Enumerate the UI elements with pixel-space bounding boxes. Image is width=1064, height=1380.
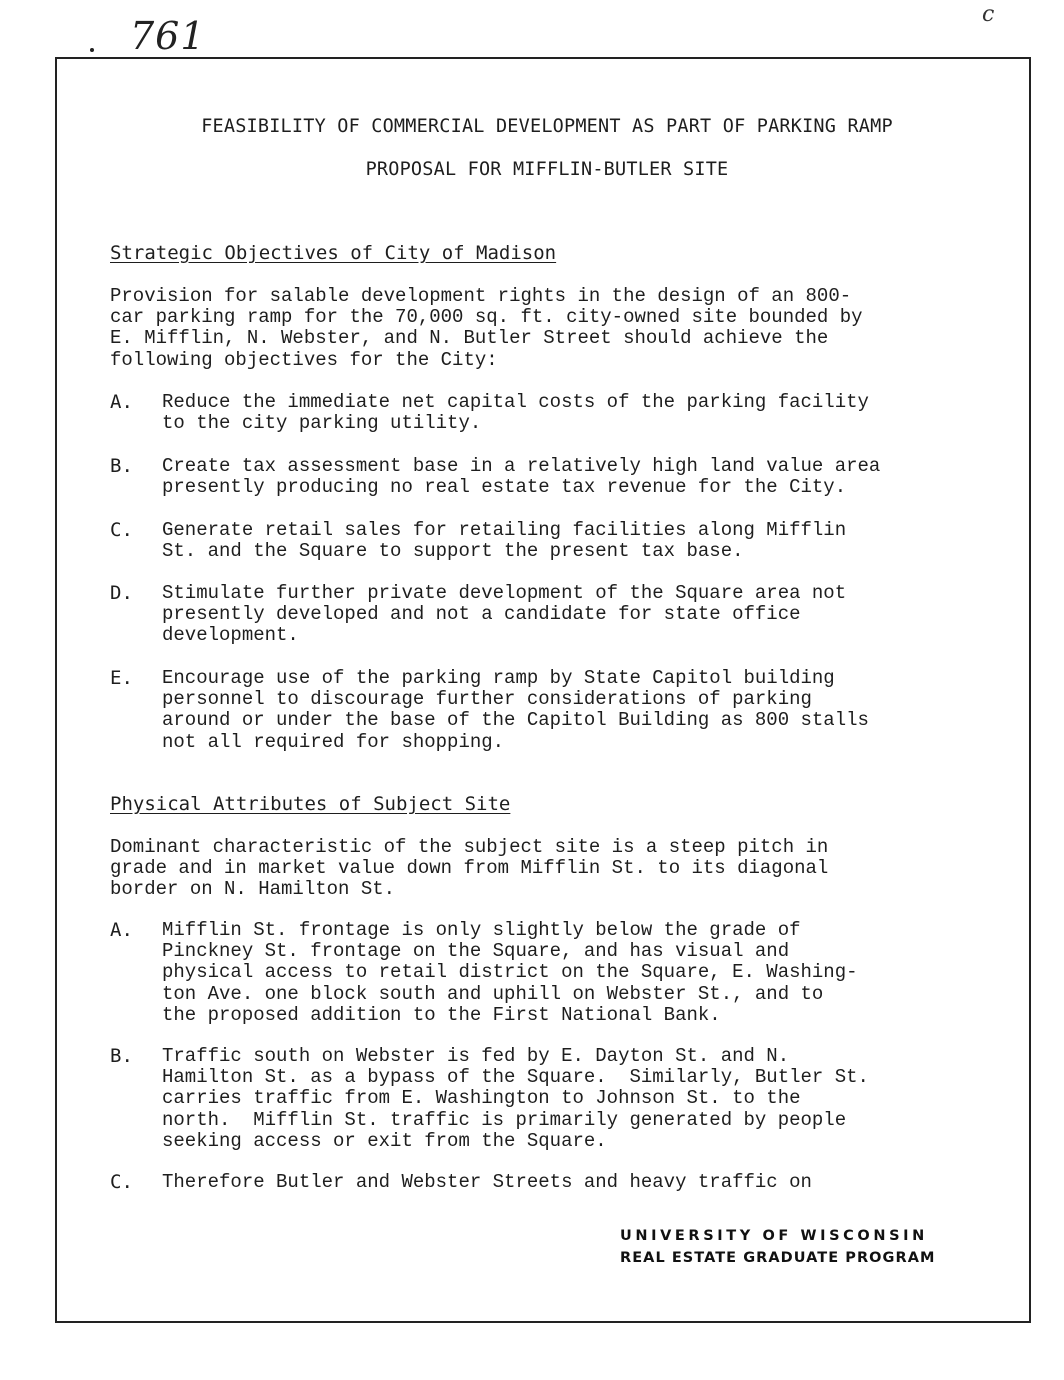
list-item-letter: A.	[110, 919, 133, 941]
list-item-text: Encourage use of the parking ramp by State Capitol building personnel to discourage further considerations of parking around or under the base of the Capitol Building as 800 stalls not all required for shopping.	[162, 667, 869, 753]
section-intro-paragraph: Dominant characteristic of the subject site is a steep pitch in grade and in market value down from Mifflin St. to its diagonal border on N. Hamilton St.	[110, 836, 829, 901]
list-item-letter: D.	[110, 582, 133, 604]
list-item-text: Mifflin St. frontage is only slightly below the grade of Pinckney St. frontage on the Square, and has visual and physical access to retail district on the Square, E. Washing- ton Ave. one block south and uphill on Webster St., and to the proposed addition to the First National Bank.	[162, 919, 858, 1026]
list-item-letter: B.	[110, 1045, 133, 1067]
list-item-letter: C.	[110, 519, 133, 541]
section-heading-physical-attributes: Physical Attributes of Subject Site	[110, 793, 511, 815]
handwritten-page-number: 761	[130, 14, 206, 58]
list-item-letter: B.	[110, 455, 133, 477]
list-item-letter: E.	[110, 667, 133, 689]
list-item-text: Stimulate further private development of the Square area not presently developed and not a candidate for state office development.	[162, 582, 847, 647]
document-title-line-2: PROPOSAL FOR MIFFLIN-BUTLER SITE	[365, 159, 729, 180]
handwritten-corner-mark: c	[982, 2, 995, 27]
section-intro-paragraph: Provision for salable development rights in the design of an 800- car parking ramp for the 70,000 sq. ft. city-owned site bounded by E. Mifflin, N. Webster, and N. Butler Street should achieve the following objectives for the City:	[110, 285, 863, 371]
document-title-line-1: FEASIBILITY OF COMMERCIAL DEVELOPMENT AS PART OF PARKING RAMP	[201, 116, 893, 137]
footer-university: UNIVERSITY OF WISCONSIN	[620, 1228, 928, 1244]
list-item-letter: A.	[110, 391, 133, 413]
list-item-text: Therefore Butler and Webster Streets and heavy traffic on	[162, 1171, 812, 1193]
footer-program: REAL ESTATE GRADUATE PROGRAM	[620, 1250, 936, 1266]
list-item-letter: C.	[110, 1171, 133, 1193]
handwritten-dot	[90, 48, 94, 52]
section-heading-strategic-objectives: Strategic Objectives of City of Madison	[110, 242, 557, 264]
list-item-text: Reduce the immediate net capital costs of the parking facility to the city parking utility.	[162, 391, 869, 435]
list-item-text: Generate retail sales for retailing facilities along Mifflin St. and the Square to support the present tax base.	[162, 519, 847, 563]
list-item-text: Traffic south on Webster is fed by E. Dayton St. and N. Hamilton St. as a bypass of the Square. Similarly, Butler St. carries traffic from E. Washington to Johnson St. to the north. Mifflin St. traffic is primarily generated by people seeking access or exit from the Square.	[162, 1045, 869, 1152]
list-item-text: Create tax assessment base in a relatively high land value area presently producing no real estate tax revenue for the City.	[162, 455, 881, 499]
